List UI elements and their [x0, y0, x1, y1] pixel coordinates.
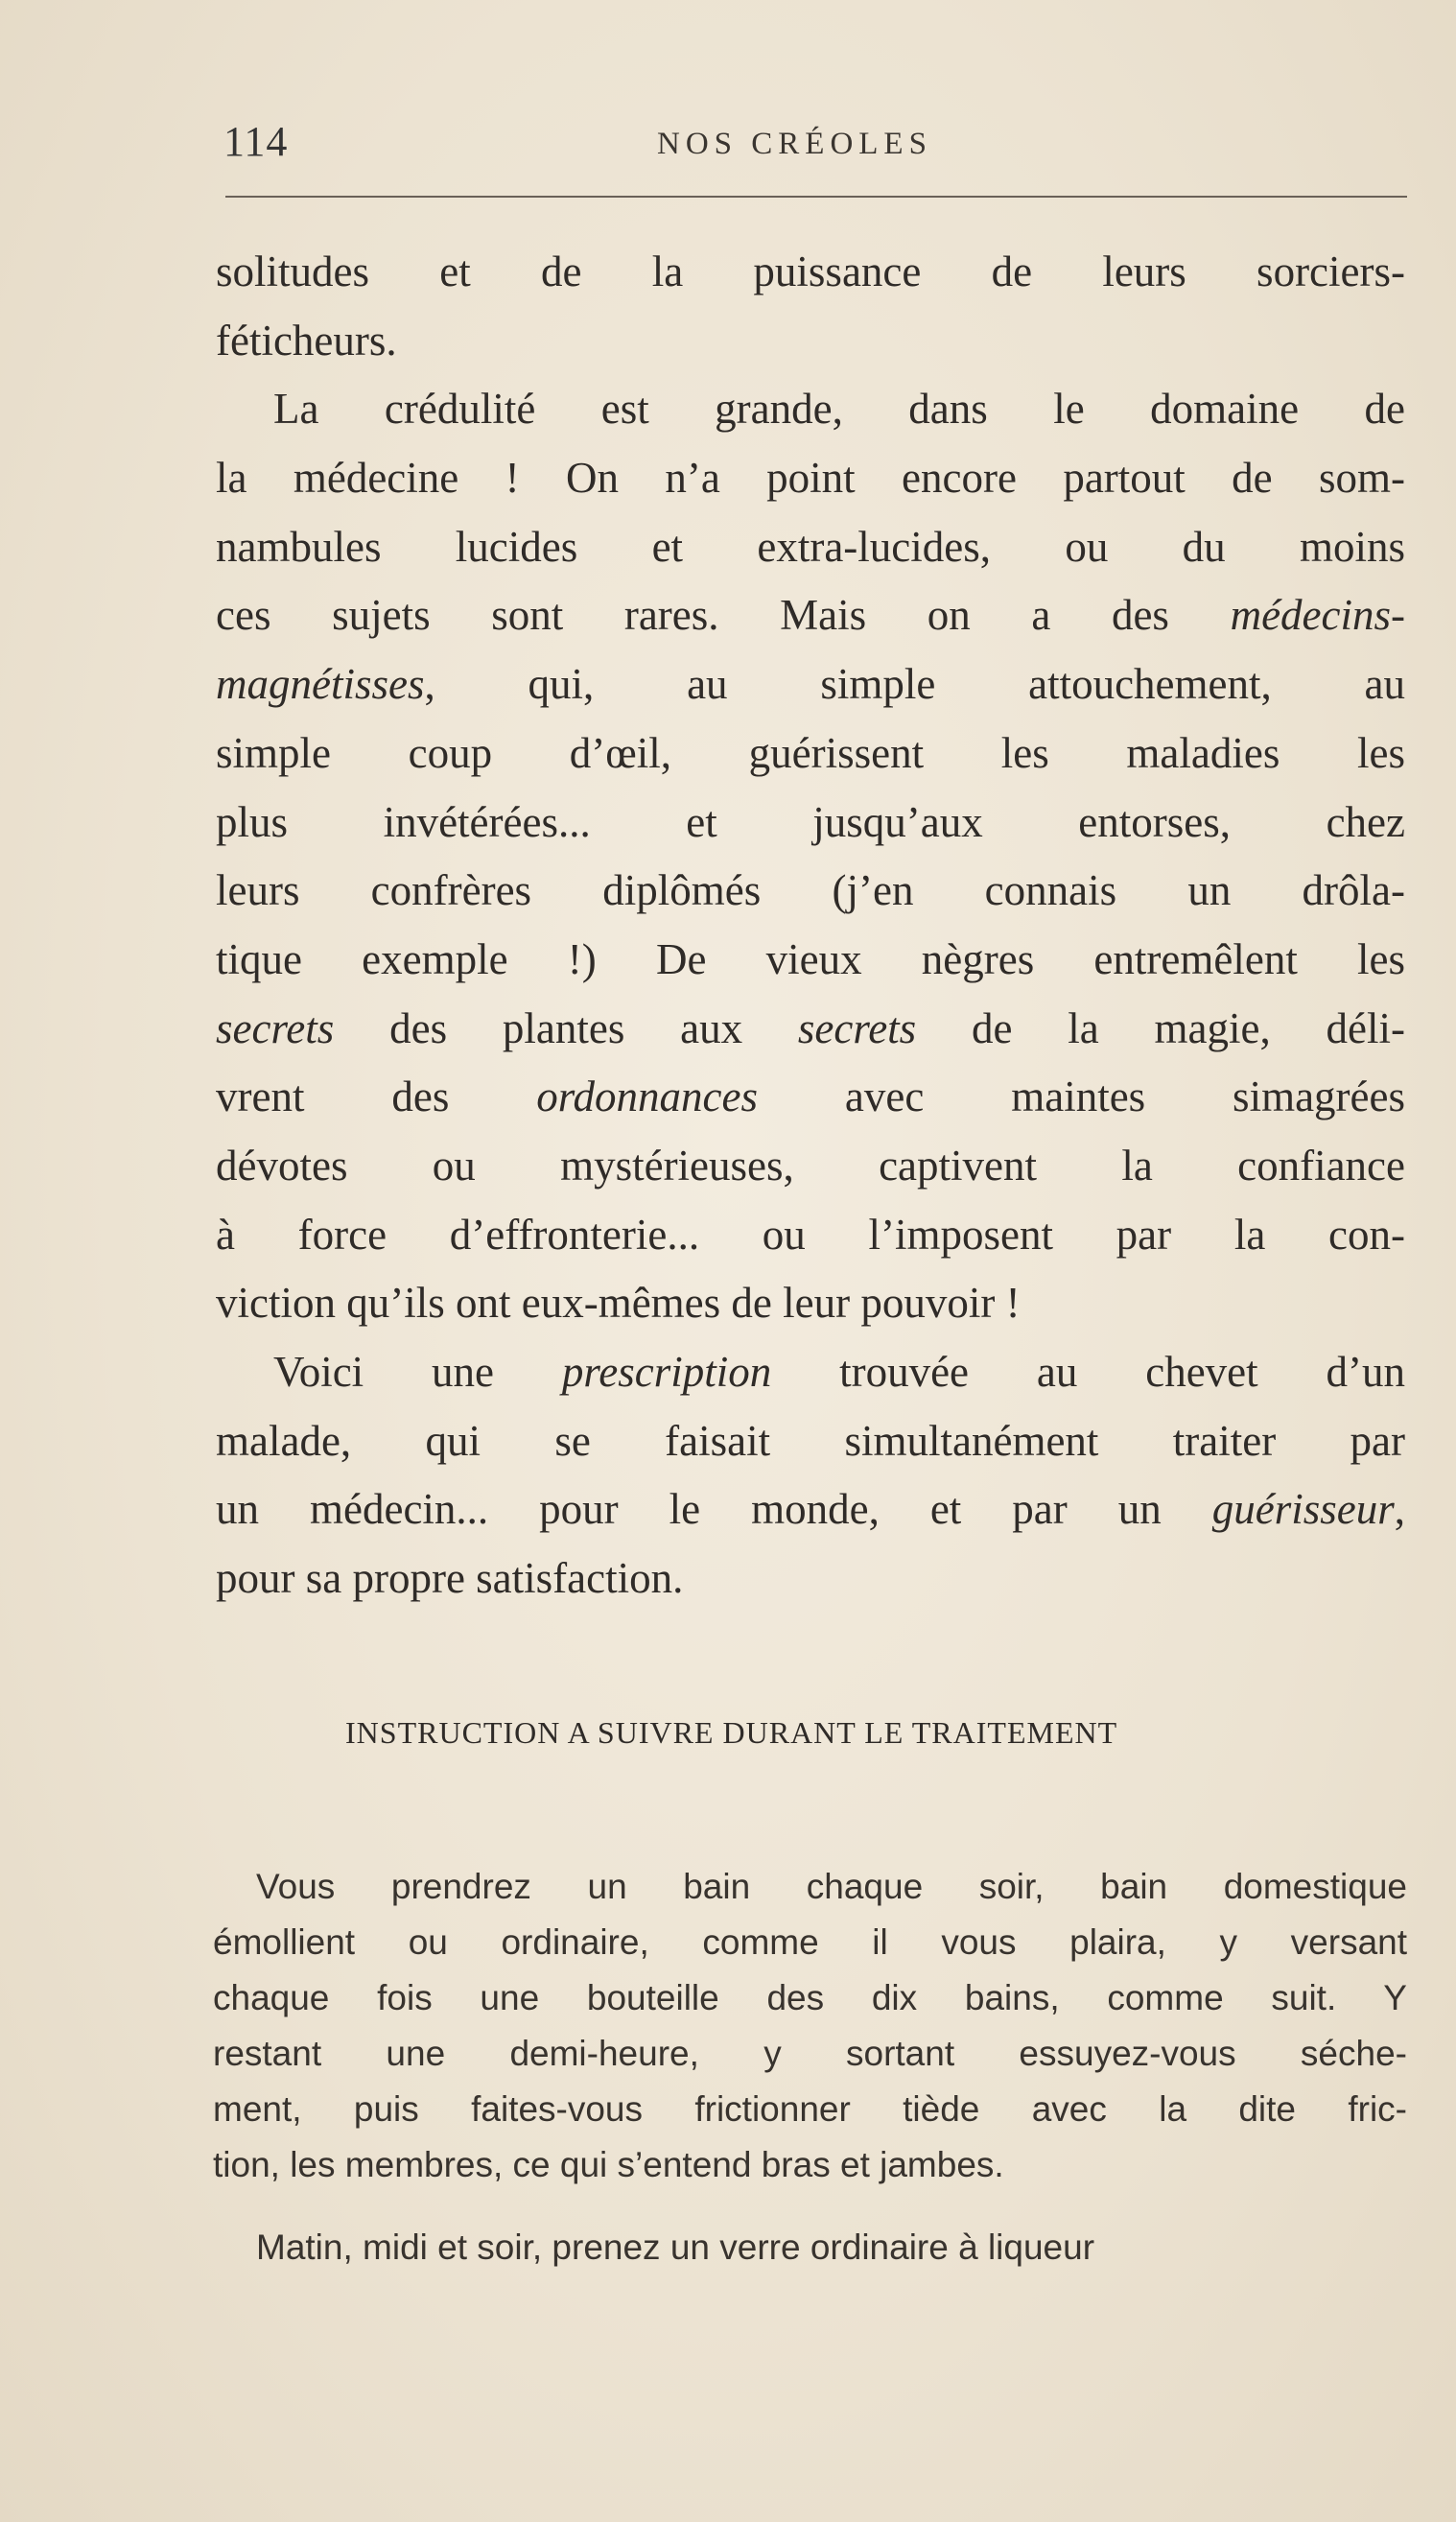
paragraph-gap: [213, 2193, 1407, 2220]
section-title: INSTRUCTION A SUIVRE DURANT LE TRAITEMENT: [345, 1715, 1118, 1750]
text-line: Vous prendrez un bain chaque soir, bain domestique: [256, 1867, 1407, 1906]
text-line: simple coup d’œil, guérissent les maladies les: [216, 728, 1405, 777]
text-line: leurs confrères diplômés (j’en connais un drôla-: [216, 866, 1405, 915]
text-line: Matin, midi et soir, prenez un verre ordinaire à liqueur: [256, 2227, 1095, 2267]
italic-term: ordonnances: [536, 1072, 759, 1121]
text-line: ces sujets sont rares. Mais on a des médecins-: [216, 591, 1405, 640]
text-line: viction qu’ils ont eux-mêmes de leur pouvoir !: [216, 1279, 1021, 1328]
text-line: restant une demi-heure, y sortant essuyez-vous séche-: [213, 2034, 1407, 2073]
text-line: vrent des ordonnances avec maintes simagrées: [216, 1072, 1405, 1121]
text-line: malade, qui se faisait simultanément traiter par: [216, 1416, 1405, 1465]
instruction-text: [213, 1859, 1407, 2275]
italic-term: secrets: [216, 1003, 335, 1052]
text-line: tique exemple !) De vieux nègres entremêlent les: [216, 934, 1405, 983]
header-rule: [225, 196, 1407, 198]
italic-term: médecins-: [1230, 591, 1405, 640]
text-line: tion, les membres, ce qui s’entend bras et jambes.: [213, 2145, 1004, 2184]
text-line: pour sa propre satisfaction.: [216, 1554, 684, 1603]
italic-term: guérisseur: [1211, 1485, 1395, 1534]
text-line: nambules lucides et extra-lucides, ou du moins: [216, 522, 1405, 571]
text-line: magnétisses, qui, au simple attouchement, au: [216, 660, 1405, 709]
main-text: [216, 238, 1405, 1614]
text-line: chaque fois une bouteille des dix bains, comme suit. Y: [213, 1978, 1407, 2017]
page-number: 114: [223, 118, 289, 165]
page-header: [216, 117, 1405, 175]
text-line: un médecin... pour le monde, et par un guérisseur,: [216, 1485, 1405, 1534]
italic-term: magnétisses: [216, 660, 425, 709]
italic-term: prescription: [561, 1348, 772, 1396]
text-line: féticheurs.: [216, 316, 397, 365]
text-line: ment, puis faites-vous frictionner tiède avec la dite fric-: [213, 2089, 1407, 2129]
text-line: Voici une prescription trouvée au chevet d’un: [273, 1348, 1405, 1396]
text-line: solitudes et de la puissance de leurs sorciers-: [216, 247, 1405, 295]
text-line: plus invétérées... et jusqu’aux entorses, chez: [216, 797, 1405, 846]
running-title: NOS CRÉOLES: [657, 127, 932, 161]
text-line: dévotes ou mystérieuses, captivent la confiance: [216, 1141, 1405, 1190]
text-line: La crédulité est grande, dans le domaine de: [273, 385, 1405, 434]
text-line: à force d’effronterie... ou l’imposent par la con-: [216, 1210, 1405, 1259]
italic-term: secrets: [797, 1003, 917, 1052]
text-line: secrets des plantes aux secrets de la magie, déli-: [216, 1003, 1405, 1052]
text-line: émollient ou ordinaire, comme il vous plaira, y versant: [213, 1922, 1407, 1962]
text-line: la médecine ! On n’a point encore partout de som-: [216, 454, 1405, 503]
